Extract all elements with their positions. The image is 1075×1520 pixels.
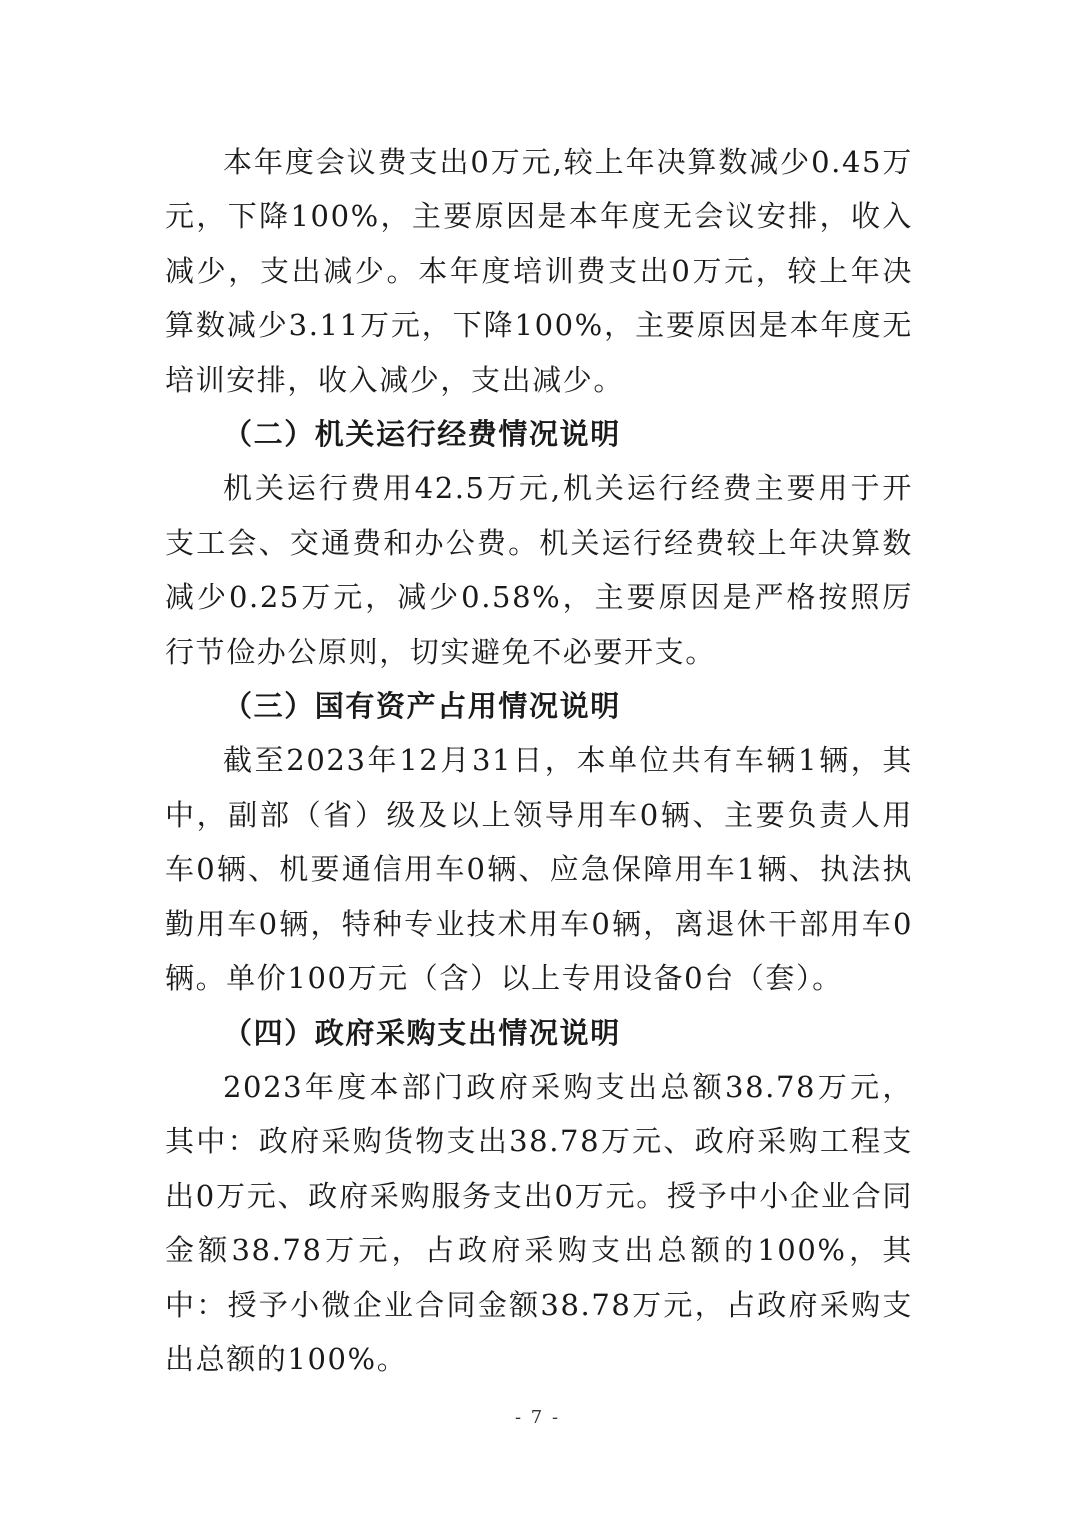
paragraph-operating-expenses: 机关运行费用42.5万元,机关运行经费主要用于开支工会、交通费和办公费。机关运行经费较上年决算数减少0.25万元，减少0.58%，主要原因是严格按照厉行节俭办公原则，切实避免不必要开支。 [165,471,913,669]
section-heading-operating-expenses: （二）机关运行经费情况说明 [223,417,621,452]
section-heading-state-assets: （三）国有资产占用情况说明 [223,689,621,724]
paragraph-government-procurement: 2023年度本部门政府采购支出总额38.78万元，其中：政府采购货物支出38.78万元、政府采购工程支出0万元、政府采购服务支出0万元。授予中小企业合同金额38.78万元，占政府采购支出总额的100%，其中：授予小微企业合同金额38.78万元，占政府采购支出总额的100%。 [165,1069,913,1376]
paragraph-state-assets: 截至2023年12月31日，本单位共有车辆1辆，其中，副部（省）级及以上领导用车0辆、主要负责人用车0辆、机要通信用车0辆、应急保障用车1辆、执法执勤用车0辆，特种专业技术用车0辆，离退休干部用车0辆。单价100万元（含）以上专用设备0台（套）。 [165,743,913,996]
paragraph-meeting-training-expenses: 本年度会议费支出0万元,较上年决算数减少0.45万元，下降100%，主要原因是本年度无会议安排，收入减少，支出减少。本年度培训费支出0万元，较上年决算数减少3.11万元，下降100%，主要原因是本年度无培训安排，收入减少，支出减少。 [165,145,913,397]
section-heading-government-procurement: （四）政府采购支出情况说明 [223,1015,621,1050]
document-body [165,135,913,1386]
page-number: - 7 - [514,1407,561,1428]
